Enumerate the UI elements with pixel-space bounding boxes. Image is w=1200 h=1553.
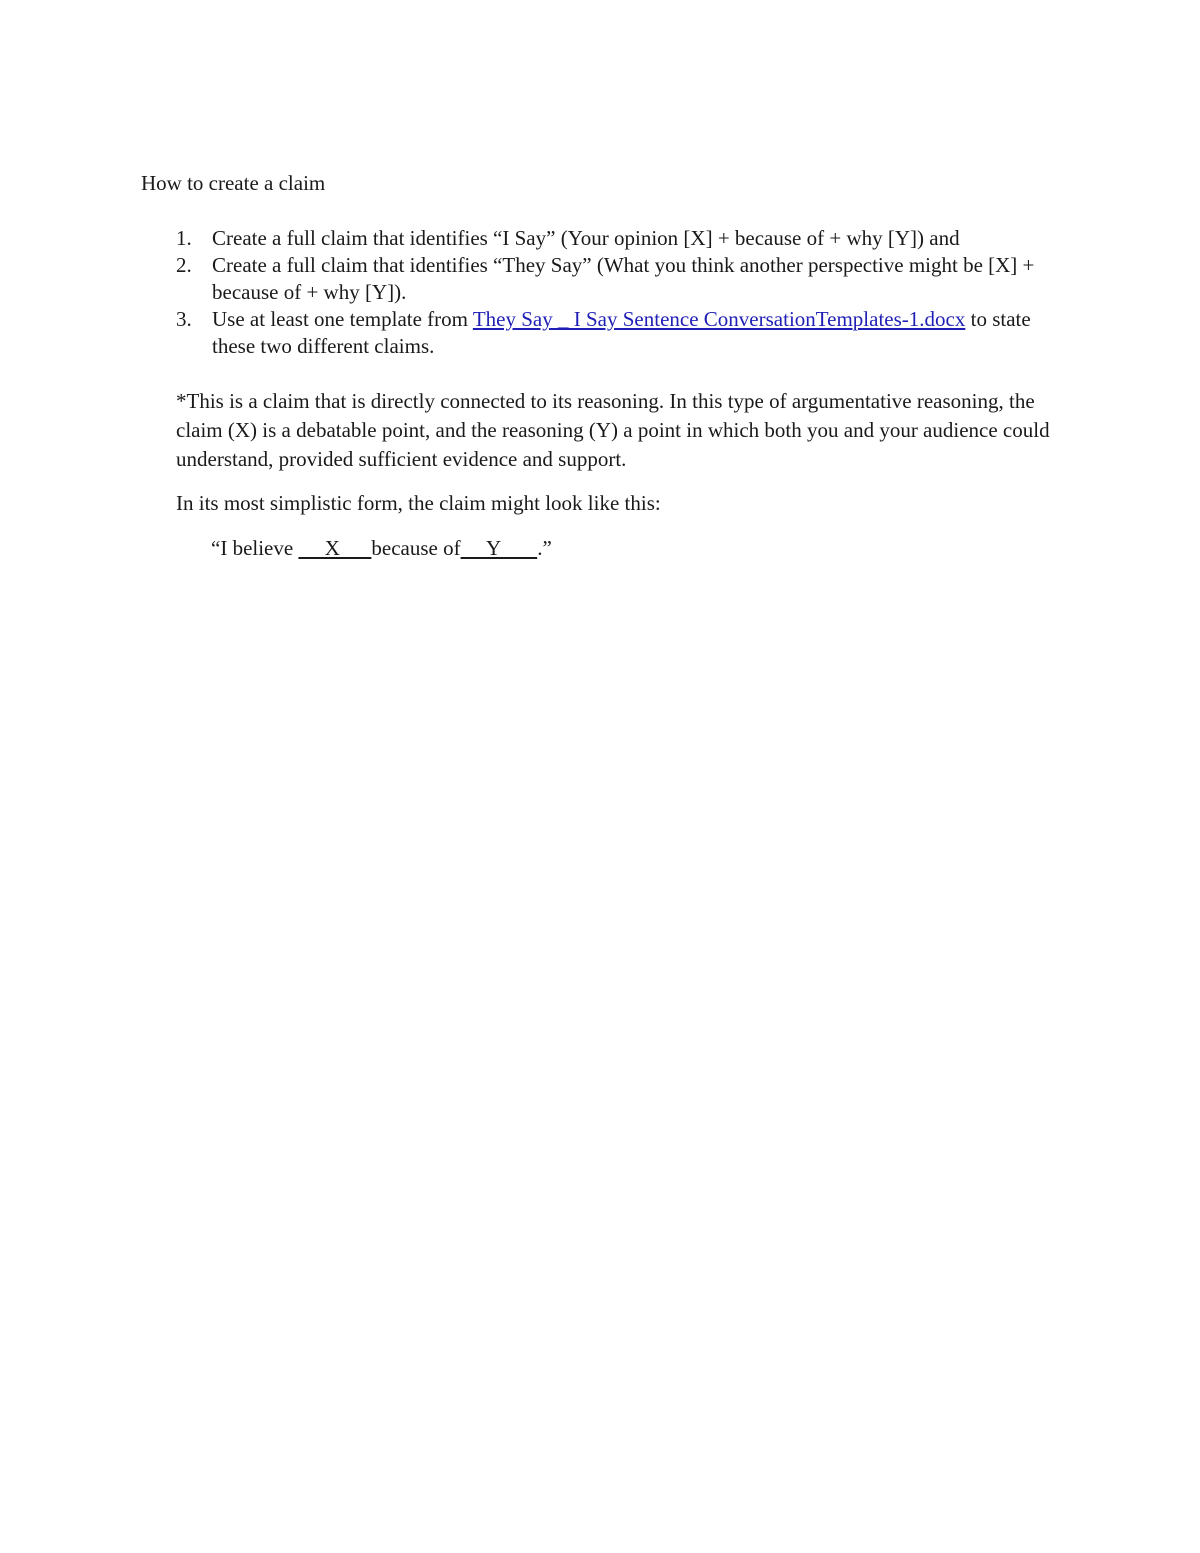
claim-template [211, 535, 552, 562]
list-text-3-after: to state these two different claims. [212, 307, 1031, 358]
template-middle: because of [371, 536, 461, 560]
template-close: .” [537, 536, 552, 560]
list-text-3-before: Use at least one template from [212, 307, 473, 331]
template-doc-link[interactable]: They Say _ I Say Sentence ConversationTemplates-1.docx [472, 307, 966, 331]
list-item-2 [176, 252, 1076, 306]
list-number-2: 2. [176, 253, 192, 277]
instruction-list [176, 225, 1076, 360]
list-item-3 [176, 306, 1076, 360]
list-number-1: 1. [176, 226, 192, 250]
document-title: How to create a claim [141, 171, 326, 195]
blank-y: Y [460, 536, 538, 560]
list-text-1: Create a full claim that identifies “I Say” (Your opinion [X] + because of + why [Y]) and [212, 226, 960, 250]
list-number-3: 3. [176, 307, 192, 331]
template-open: “I believe [211, 536, 299, 560]
reasoning-note: *This is a claim that is directly connected to its reasoning. In this type of argumentative reasoning, the claim (X) is a debatable point, and the reasoning (Y) a point in which both you and your audience could understand, provided sufficient evidence and support. [176, 389, 1050, 471]
list-text-2: Create a full claim that identifies “They Say” (What you think another perspective might be [X] + because of + why [Y]). [212, 253, 1035, 304]
intro-text: In its most simplistic form, the claim might look like this: [176, 491, 661, 515]
blank-x: X [298, 536, 372, 560]
list-item-1 [176, 225, 1076, 252]
